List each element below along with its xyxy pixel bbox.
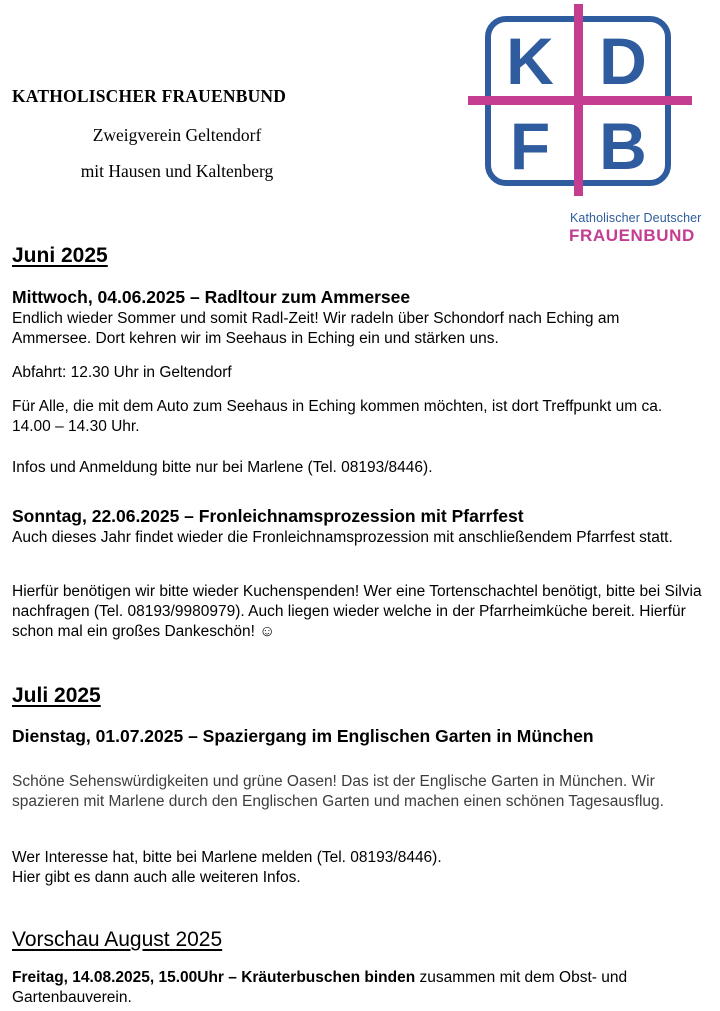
preview-heading-august: Vorschau August 2025 [12,928,223,951]
event-text-englischer-garten-contact [12,848,702,888]
logo-caption-line1: Katholischer Deutscher [570,211,702,225]
org-subtitle-locations: mit Hausen und Kaltenberg [80,161,274,181]
event-text-radltour-contact: Infos und Anmeldung bitte nur bei Marlene (Tel. 08193/8446). [12,459,433,476]
kdfb-logo [466,2,694,198]
month-heading-july: Juli 2025 [12,684,101,707]
logo-letter-d: D [599,24,647,98]
event-text-radltour-intro: Endlich wieder Sommer und somit Radl-Zeit! Wir radeln über Schondorf nach Eching am Ammersee. Dort kehren wir im Seehaus in Eching ein und stärken uns. [12,310,620,347]
org-subtitle-branch: Zweigverein Geltendorf [92,125,262,145]
contact-line-1: Wer Interesse hat, bitte bei Marlene melden (Tel. 08193/8446). [12,849,442,866]
event-text-kraeuterbuschen [12,968,702,1008]
logo-letter-f: F [509,109,551,183]
month-heading-june: Juni 2025 [12,244,108,267]
event-text-englischer-garten-intro: Schöne Sehenswürdigkeiten und grüne Oasen! Das ist der Englische Garten in München. Wir spazieren mit Marlene durch den Englischen Garten und machen einen schönen Tagesausflug. [12,773,664,810]
org-name: KATHOLISCHER FRAUENBUND [12,86,287,106]
contact-line-2: Hier gibt es dann auch alle weiteren Infos. [12,869,301,886]
logo-letter-b: B [599,109,647,183]
event-text-radltour-meetingpoint: Für Alle, die mit dem Auto zum Seehaus in Eching kommen möchten, ist dort Treffpunkt um ca. 14.00 – 14.30 Uhr. [12,398,663,435]
event-text-kraeuterbuschen-rest: zusammen mit dem Obst- und Gartenbauverein. [12,969,628,1006]
event-title-fronleichnam: Sonntag, 22.06.2025 – Fronleichnamsprozession mit Pfarrfest [12,506,524,526]
logo-letter-k: K [506,24,554,98]
event-title-englischer-garten: Dienstag, 01.07.2025 – Spaziergang im Englischen Garten in München [12,726,594,746]
event-text-fronleichnam-intro: Auch dieses Jahr findet wieder die Fronleichnamsprozession mit anschließendem Pfarrfest statt. [12,529,673,546]
event-text-radltour-departure: Abfahrt: 12.30 Uhr in Geltendorf [12,364,232,381]
event-title-kraeuterbuschen: Freitag, 14.08.2025, 15.00Uhr – Kräuterbuschen binden [12,969,416,986]
event-text-fronleichnam-cakes: Hierfür benötigen wir bitte wieder Kuchenspenden! Wer eine Tortenschachtel benötigt, bitte bei Silvia nachfragen (Tel. 08193/9980979). Auch liegen wieder welche in der Pfarrheimküche bereit. Hierfür schon mal ein großes Dankeschön! ☺ [12,583,702,640]
event-title-radltour: Mittwoch, 04.06.2025 – Radltour zum Ammersee [12,287,411,307]
logo-caption-line2: FRAUENBUND [569,226,695,245]
